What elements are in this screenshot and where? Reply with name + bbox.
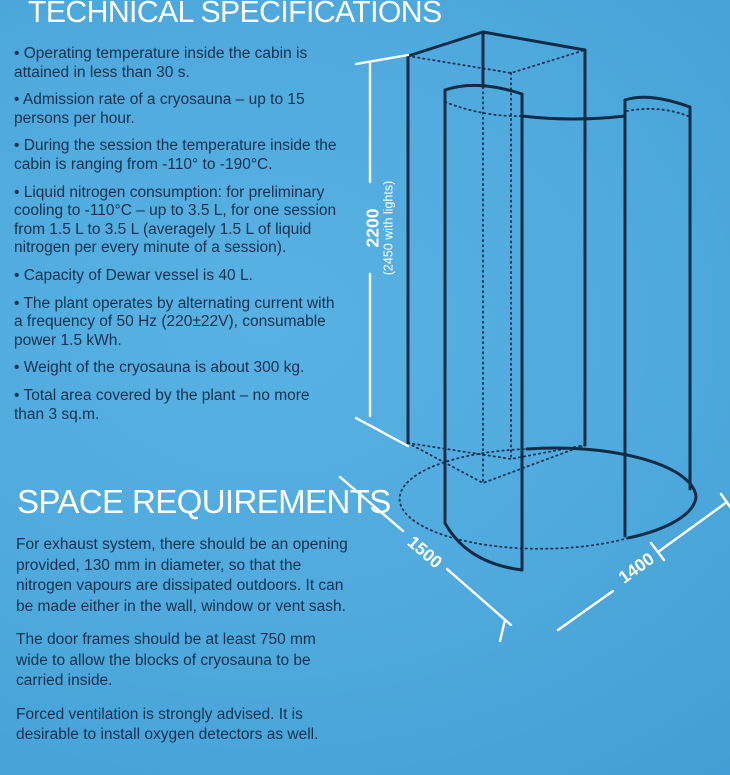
tech-spec-item: • Weight of the cryosauna is about 300 kg.: [14, 359, 305, 377]
space-requirement-item: The door frames should be at least 750 mm wide to allow the blocks of cryosauna to be carried inside.: [16, 631, 316, 689]
depth-dim-line-lower: [447, 569, 511, 625]
right-wall-inner-rim: [627, 109, 688, 116]
back-rim-edge: [522, 116, 625, 119]
dimension-lines: [340, 55, 730, 641]
height-dimension-label: 2200: [362, 208, 383, 248]
tech-spec-item: • The plant operates by alternating current with a frequency of 50 Hz (220±22V), consumable power 1.5 kWh.: [14, 294, 335, 349]
floor-visible-rim: [527, 448, 696, 538]
space-requirement-item: For exhaust system, there should be an opening provided, 130 mm in diameter, so that the nitrogen vapours are dissipated outdoors. It can be made either in the wall, window or vent sash.: [16, 536, 348, 615]
space-requirements-title: SPACE REQUIREMENTS: [17, 483, 391, 520]
right-wall-top-arc: [625, 97, 690, 107]
height-dimension-note: (2450 with lights): [381, 180, 396, 276]
wireframe-solid-edges: [408, 32, 696, 570]
height-dim-top-tick: [356, 55, 408, 64]
height-dim-bottom-tick: [356, 418, 408, 446]
tech-spec-item: • Operating temperature inside the cabin is attained in less than 30 s.: [14, 45, 308, 81]
depth-dim-end-tick: [500, 620, 505, 641]
page-title: TECHNICAL SPECIFICATIONS: [28, 0, 442, 29]
tech-spec-item: • Liquid nitrogen consumption: for preliminary cooling to -110°C – up to 3.5 L, for one session from 1.5 L to 3.5 L (averagely 1.5 L of liquid nitrogen per every minute of a session).: [14, 183, 337, 257]
width-dim-line-left: [558, 591, 613, 630]
wireframe-hidden-edges: [400, 50, 688, 549]
box-top-front-edges: [408, 32, 585, 56]
left-wall-base-arc: [445, 523, 522, 570]
depth-dim-line-upper: [340, 477, 403, 531]
depth-dimension-label: 1500: [403, 531, 447, 573]
tech-spec-item: • During the session the temperature inside the cabin is ranging from -110° to -190°C.: [14, 137, 337, 173]
width-dimension-label: 1400: [614, 548, 658, 588]
tech-spec-item: • Capacity of Dewar vessel is 40 L.: [14, 266, 253, 284]
floor-hidden-rim: [400, 449, 628, 549]
width-dim-line-right: [658, 502, 727, 552]
width-dim-left-tick: [651, 543, 664, 560]
box-top-back-edges: [408, 50, 585, 73]
tech-spec-item: • Admission rate of a cryosauna – up to 15 persons per hour.: [14, 91, 305, 127]
tech-spec-item: • Total area covered by the plant – no more than 3 sq.m.: [14, 386, 310, 423]
space-requirement-item: Forced ventilation is strongly advised. It is desirable to install oxygen detectors as well.: [16, 705, 319, 743]
